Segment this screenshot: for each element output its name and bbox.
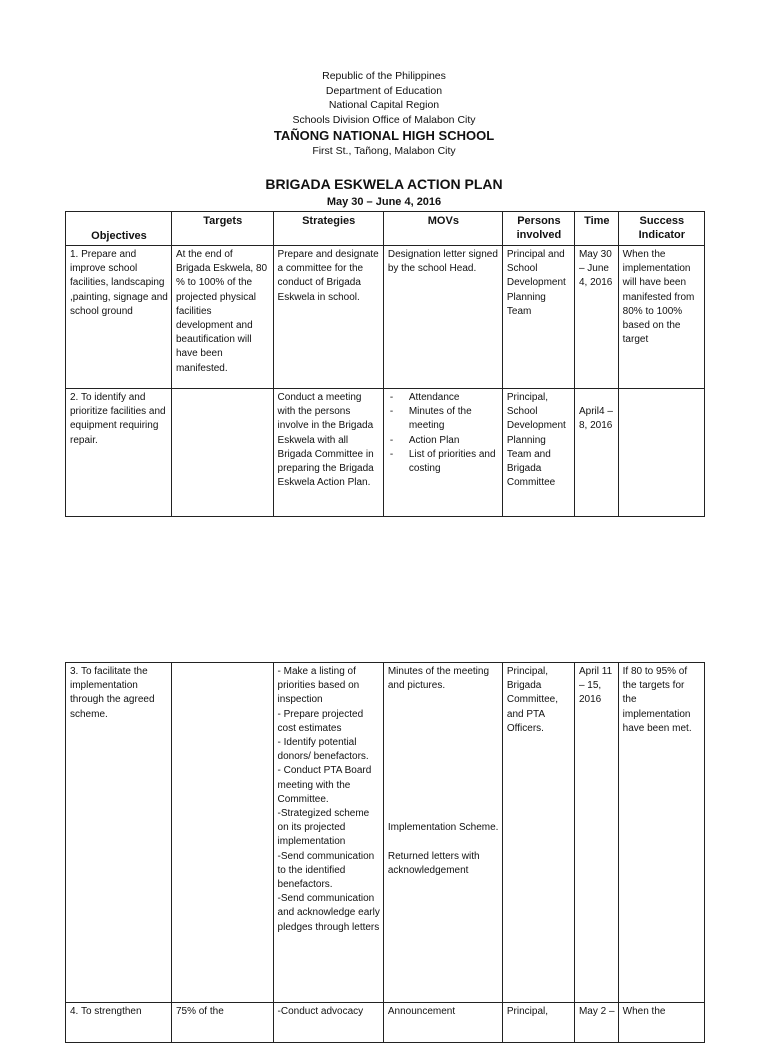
row-3-strategy: - Make a listing of priorities based on inspection - Prepare projected cost estimates - Identify potential donors/ benefactors. - Conduct PTA Board meeting with the Committee. -Strategized scheme on its projected implementation -Send communication to the identified benefactors. -Send communication and acknowledge early pledges through letters <box>273 663 383 1003</box>
row-2-success <box>618 389 704 517</box>
row-2-objective: 2. To identify and prioritize facilities and equipment requiring repair. <box>66 389 172 517</box>
header-line-republic: Republic of the Philippines <box>322 70 446 82</box>
action-plan-table-page-1 <box>65 211 705 517</box>
list-item: - Action Plan <box>388 434 499 448</box>
header-line-division: Schools Division Office of Malabon City <box>292 113 476 126</box>
row-2-mov <box>383 389 502 517</box>
row-3-target <box>171 663 273 1003</box>
row-2-time-text: April4 – 8, 2016 <box>578 406 613 432</box>
column-header-objectives: Objectives <box>66 212 172 246</box>
plan-title: BRIGADA ESKWELA ACTION PLAN <box>265 176 503 192</box>
row-1-objective: 1. Prepare and improve school facilities, landscaping ,painting, signage and school ground <box>66 246 172 389</box>
row-4-mov: Announcement <box>383 1003 502 1043</box>
school-name: TAÑONG NATIONAL HIGH SCHOOL <box>273 128 495 143</box>
table-row <box>66 663 705 1003</box>
row-4-success: When the <box>618 1003 704 1043</box>
row-2-strategy: Conduct a meeting with the persons involve in the Brigada Eskwela with all Brigada Committee in preparing the Brigada Eskwela Action Plan. <box>273 389 383 517</box>
row-3-time: April 11 – 15, 2016 <box>574 663 618 1003</box>
row-2-time <box>574 389 618 517</box>
column-header-time: Time <box>574 212 618 246</box>
row-3-mov-scheme: Implementation Scheme. <box>387 822 499 834</box>
column-header-targets: Targets <box>171 212 273 246</box>
column-header-success: Success Indicator <box>618 212 704 246</box>
row-3-success: If 80 to 95% of the targets for the implementation have been met. <box>618 663 704 1003</box>
row-1-time: May 30 – June 4, 2016 <box>574 246 618 389</box>
row-1-persons: Principal and School Development Planning Team <box>502 246 574 389</box>
row-4-time: May 2 – <box>574 1003 618 1043</box>
table-header-row <box>66 212 705 246</box>
header-line-department: Department of Education <box>325 84 443 97</box>
row-3-mov-letters: Returned letters with acknowledgement <box>387 850 480 876</box>
row-3-mov-minutes: Minutes of the meeting and pictures. <box>387 666 490 692</box>
row-3-objective: 3. To facilitate the implementation through the agreed scheme. <box>66 663 172 1003</box>
row-4-strategy: -Conduct advocacy <box>273 1003 383 1043</box>
list-item: - List of priorities and costing <box>388 448 499 476</box>
row-4-target: 75% of the <box>171 1003 273 1043</box>
row-1-mov: Designation letter signed by the school Head. <box>383 246 502 389</box>
row-1-strategy: Prepare and designate a committee for the conduct of Brigada Eskwela in school. <box>273 246 383 389</box>
row-4-persons: Principal, <box>502 1003 574 1043</box>
column-header-strategies: Strategies <box>273 212 383 246</box>
column-header-movs: MOVs <box>383 212 502 246</box>
document-header <box>0 69 768 159</box>
column-header-persons: Persons involved <box>502 212 574 246</box>
row-1-success: When the implementation will have been manifested from 80% to 100% based on the target <box>618 246 704 389</box>
table-row <box>66 246 705 389</box>
list-item: - Attendance <box>388 391 499 405</box>
plan-dates: May 30 – June 4, 2016 <box>326 196 442 208</box>
row-3-mov <box>383 663 502 1003</box>
row-2-mov-list <box>388 391 499 476</box>
school-address: First St., Tañong, Malabon City <box>312 145 456 157</box>
row-2-persons: Principal, School Development Planning Team and Brigada Committee <box>502 389 574 517</box>
row-3-persons: Principal, Brigada Committee, and PTA Officers. <box>502 663 574 1003</box>
header-line-region: National Capital Region <box>328 99 440 111</box>
table-row <box>66 1003 705 1043</box>
row-1-target: At the end of Brigada Eskwela, 80 % to 100% of the projected physical facilities development and beautification will have been manifested. <box>171 246 273 389</box>
table-row <box>66 389 705 517</box>
action-plan-table-page-2 <box>65 662 705 1043</box>
row-4-objective: 4. To strengthen <box>66 1003 172 1043</box>
row-2-target <box>171 389 273 517</box>
list-item: - Minutes of the meeting <box>388 405 499 433</box>
